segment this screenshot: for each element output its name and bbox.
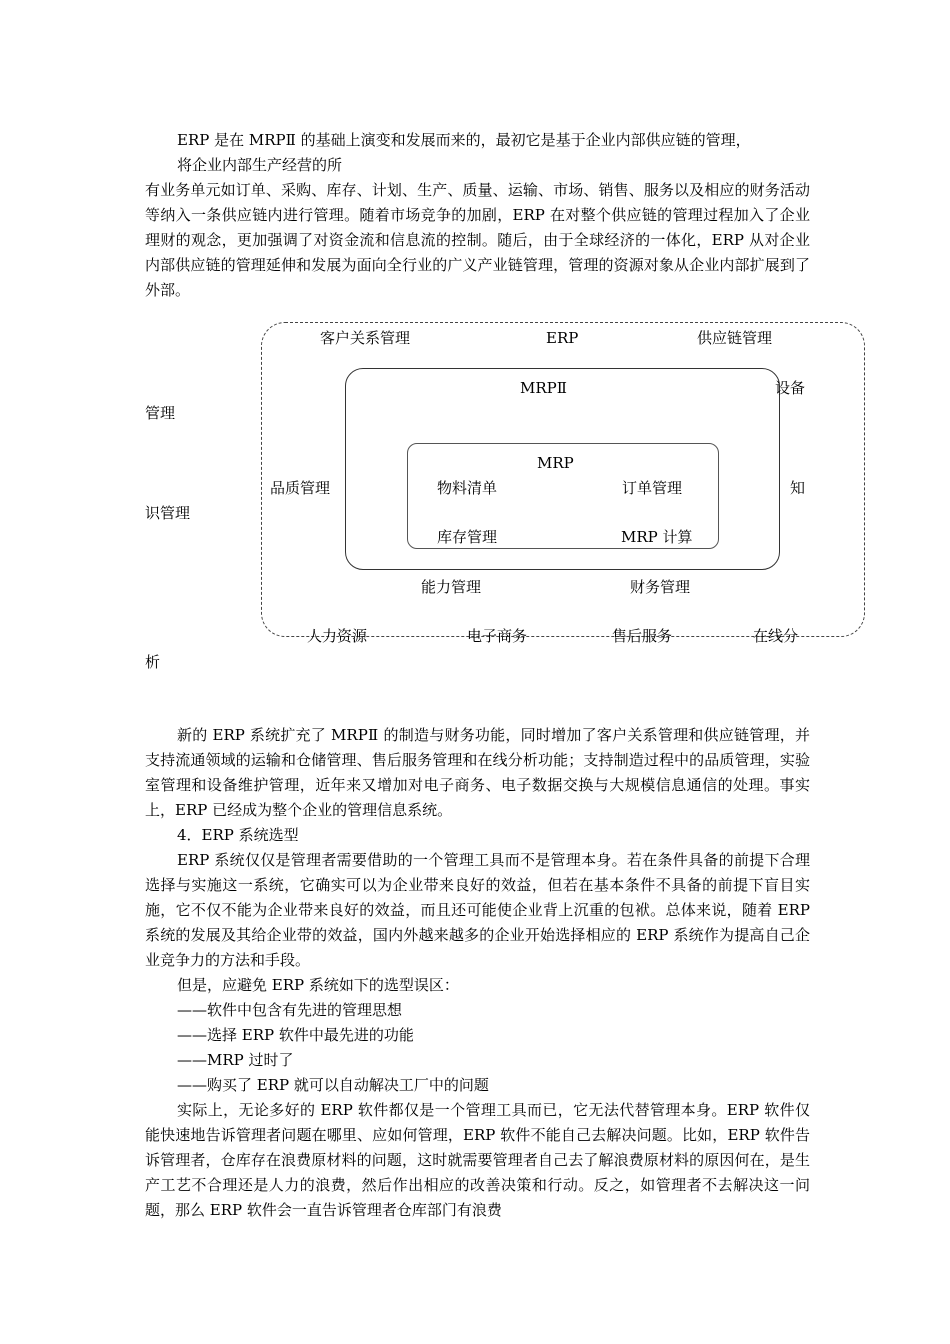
- label-mrp-calc: MRP 计算: [621, 528, 693, 546]
- body-text: [145, 723, 810, 1223]
- label-knowledge-left: 识管理: [145, 504, 191, 522]
- label-capacity: 能力管理: [421, 578, 482, 596]
- list-item: ——软件中包含有先进的管理思想: [177, 1001, 403, 1019]
- label-mrp: MRP: [537, 454, 574, 472]
- list-item: ——选择 ERP 软件中最先进的功能: [177, 1026, 414, 1044]
- label-crm: 客户关系管理: [320, 329, 411, 347]
- label-ecommerce: 电子商务: [467, 627, 528, 645]
- label-inventory: 库存管理: [437, 528, 498, 546]
- label-erp: ERP: [546, 329, 579, 347]
- label-aftersales: 售后服务: [612, 627, 673, 645]
- label-order: 订单管理: [622, 479, 683, 497]
- section-heading: 4．ERP 系统选型: [177, 826, 299, 844]
- intro-paragraph: [145, 178, 810, 303]
- intro-paragraph-text: 有业务单元如订单、采购、库存、计划、生产、质量、运输、市场、销售、服务以及相应的财务活动等纳入一条供应链内进行管理。随着市场竞争的加剧，ERP 在对整个供应链的管理过程加入了企业理财的观念，更加强调了对资金流和信息流的控制。随后，由于全球经济的一体化，ERP 从对企业内部供应链的管理延伸和发展为面向全行业的广义产业链管理，管理的资源对象从企业内部扩展到了外部。: [145, 181, 810, 299]
- label-bom: 物料清单: [437, 479, 498, 497]
- body-paragraph-4: 实际上，无论多好的 ERP 软件都仅是一个管理工具而已，它无法代替管理本身。ERP 软件仅能快速地告诉管理者问题在哪里、应如何管理，ERP 软件不能自己去解决问题。比如，ERP 软件告诉管理者，仓库存在浪费原材料的问题，这时就需要管理者自己去了解浪费原材料的原因何在，是生产工艺不合理还是人力的浪费，然后作出相应的改善决策和行动。反之，如管理者不去解决这一问题，那么 ERP 软件会一直告诉管理者仓库部门有浪费: [145, 1101, 810, 1219]
- body-paragraph-1: 新的 ERP 系统扩充了 MRPⅡ 的制造与财务功能，同时增加了客户关系管理和供应链管理，并支持流通领域的运输和仓储管理、售后服务管理和在线分析功能；支持制造过程中的品质管理，实验室管理和设备维护管理，近年来又增加对电子商务、电子数据交换与大规模信息通信的处理。事实上，ERP 已经成为整个企业的管理信息系统。: [145, 726, 810, 819]
- label-analysis: 析: [145, 653, 161, 671]
- body-paragraph-3: 但是，应避免 ERP 系统如下的选型误区：: [177, 976, 459, 994]
- label-equipment: 设备: [775, 379, 806, 397]
- label-mrp2: MRPⅡ: [520, 379, 567, 397]
- label-online: 在线分: [753, 627, 799, 645]
- label-scm: 供应链管理: [697, 329, 773, 347]
- list-item: ——MRP 过时了: [177, 1051, 294, 1069]
- label-finance: 财务管理: [630, 578, 691, 596]
- label-knowledge-right: 知: [790, 479, 806, 497]
- list-item: ——购买了 ERP 就可以自动解决工厂中的问题: [177, 1076, 489, 1094]
- intro-line-1: ERP 是在 MRPⅡ 的基础上演变和发展而来的，最初它是基于企业内部供应链的管理，: [177, 131, 751, 149]
- intro-line-2: 将企业内部生产经营的所: [177, 156, 343, 174]
- label-management: 管理: [145, 404, 176, 422]
- label-quality: 品质管理: [270, 479, 331, 497]
- body-paragraph-2: ERP 系统仅仅是管理者需要借助的一个管理工具而不是管理本身。若在条件具备的前提下合理选择与实施这一系统，它确实可以为企业带来良好的效益，但若在基本条件不具备的前提下盲目实施，它不仅不能为企业带来良好的效益，而且还可能使企业背上沉重的包袱。总体来说，随着 ERP 系统的发展及其给企业带的效益，国内外越来越多的企业开始选择相应的 ERP 系统作为提高自己企业竞争力的方法和手段。: [145, 851, 810, 969]
- label-hr: 人力资源: [307, 627, 368, 645]
